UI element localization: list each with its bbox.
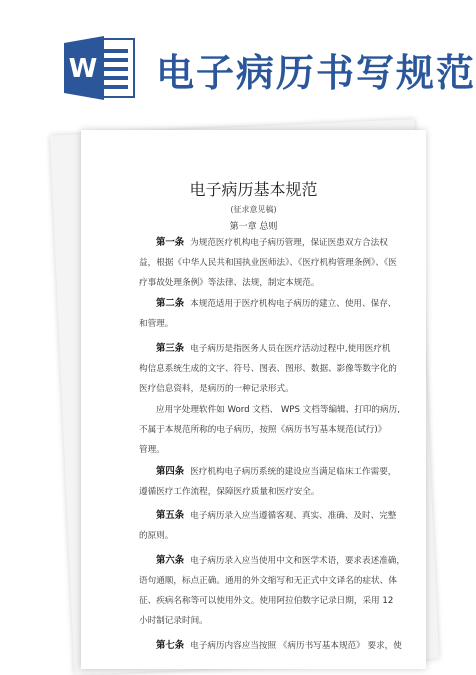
article-label: 第一条 bbox=[156, 237, 185, 248]
page-header bbox=[0, 0, 474, 115]
article-4 bbox=[139, 462, 397, 502]
article-label: 第七条 bbox=[156, 640, 185, 651]
document-page bbox=[81, 130, 426, 669]
article-1 bbox=[139, 233, 397, 293]
article-text: 构信息系统生成的文字、符号、图表、图形、数据、影像等数字化的 bbox=[139, 364, 397, 374]
article-7 bbox=[139, 636, 402, 656]
article-text: 医疗信息资料，是病历的一种记录形式。 bbox=[139, 384, 294, 394]
article-text: 电子病历录入应当使用中文和医学术语，要求表述准确， bbox=[190, 556, 405, 566]
article-3 bbox=[139, 339, 397, 399]
article-text: 管理。 bbox=[139, 445, 165, 455]
article-label: 第六条 bbox=[156, 555, 185, 566]
article-5 bbox=[139, 506, 397, 546]
article-text: 益，根据《中华人民共和国执业医师法》、《医疗机构管理条例》、《医 bbox=[139, 258, 397, 268]
article-text: 电子病历录入应当遵循客观、真实、准确、及时、完整 bbox=[190, 511, 397, 521]
article-text: 电子病历是指医务人员在医疗活动过程中,使用医疗机 bbox=[190, 344, 391, 354]
article-text: 的原则。 bbox=[139, 531, 174, 541]
chapter-heading: 第一章 总则 bbox=[229, 222, 278, 232]
page-title: 电子病历书写规范 bbox=[156, 51, 476, 95]
article-text: 小时制记录时间。 bbox=[139, 616, 208, 626]
article-label: 第五条 bbox=[156, 510, 185, 521]
svg-text:W: W bbox=[68, 54, 98, 84]
article-text: 不属于本规范所称的电子病历，按照《病历书写基本规范(试行)》 bbox=[139, 425, 387, 435]
article-text: 和管理。 bbox=[139, 319, 174, 329]
article-text: 征、疾病名称等可以使用外文。使用阿拉伯数字记录日期，采用 12 bbox=[139, 596, 394, 606]
article-label: 第二条 bbox=[156, 298, 185, 309]
document-subtitle: (征求意见稿) bbox=[230, 205, 277, 214]
article-text: 应用字处理软件如 Word 文档、 WPS 文档等编辑、打印的病历, bbox=[156, 405, 400, 415]
article-3-note bbox=[139, 400, 400, 460]
article-text: 电子病历内容应当按照 《病历书写基本规范》 要求，使 bbox=[190, 641, 402, 651]
article-text: 为规范医疗机构电子病历管理，保证医患双方合法权 bbox=[190, 238, 388, 248]
word-document-icon bbox=[64, 35, 136, 101]
article-text: 本规范适用于医疗机构电子病历的建立、使用、保存、 bbox=[190, 299, 397, 309]
article-text: 遵循医疗工作流程，保障医疗质量和医疗安全。 bbox=[139, 487, 320, 497]
article-text: 语句通顺，标点正确。通用的外文缩写和无正式中文译名的症状、体 bbox=[139, 576, 397, 586]
article-6 bbox=[139, 551, 405, 631]
article-text: 疗事故处理条例》等法律、法规，制定本规范。 bbox=[139, 278, 320, 288]
article-label: 第四条 bbox=[156, 466, 185, 477]
article-2 bbox=[139, 294, 397, 334]
article-text: 医疗机构电子病历系统的建设应当满足临床工作需要， bbox=[190, 467, 397, 477]
article-label: 第三条 bbox=[156, 343, 185, 354]
document-title: 电子病历基本规范 bbox=[189, 180, 318, 199]
